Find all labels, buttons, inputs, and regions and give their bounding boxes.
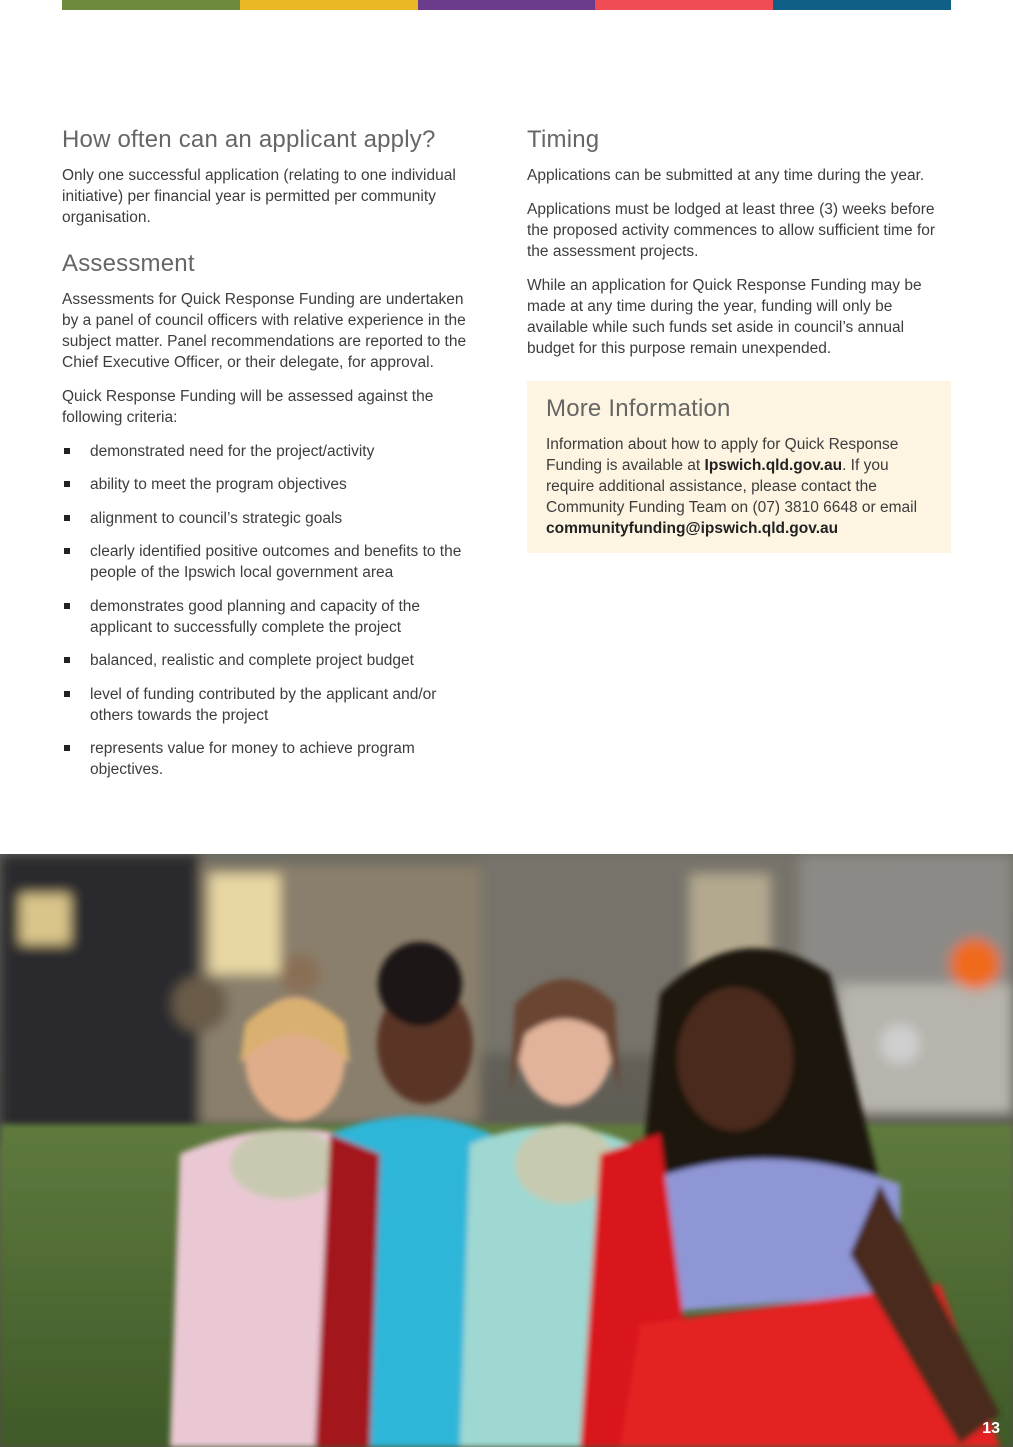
- assessment-text-2: Quick Response Funding will be assessed against the following criteria:: [62, 387, 434, 426]
- list-item: ability to meet the program objectives: [62, 474, 482, 495]
- timing-text-2: Applications must be lodged at least three (3) weeks before the proposed activity commences to allow sufficient time for the assessment projects.: [527, 200, 936, 260]
- info-heading: More Information: [546, 394, 731, 422]
- more-information-box: [527, 381, 951, 553]
- bullet-icon: [64, 603, 70, 609]
- assessment-heading: Assessment: [62, 249, 195, 277]
- photo-illustration: [0, 854, 1013, 1447]
- timing-text-1: Applications can be submitted at any time during the year.: [527, 166, 925, 184]
- bullet-icon: [64, 745, 70, 751]
- website-link[interactable]: Ipswich.qld.gov.au: [704, 456, 843, 474]
- right-column: [527, 126, 951, 553]
- timing-heading: Timing: [527, 126, 600, 153]
- bullet-icon: [64, 548, 70, 554]
- bullet-icon: [64, 481, 70, 487]
- bullet-icon: [64, 657, 70, 663]
- apply-text: Only one successful application (relating to one individual initiative) per financial year is permitted per community organisation.: [62, 166, 456, 226]
- email-link[interactable]: communityfunding@ipswich.qld.gov.au: [546, 519, 839, 537]
- left-column: [62, 126, 482, 793]
- list-item: alignment to council’s strategic goals: [62, 508, 482, 529]
- info-text: Information about how to apply for Quick Response Funding is available at Ipswich.qld.gov.au. If you require additional assistance, please contact the Community Funding Team on (07) 3810 6648 or email communityfunding@ipswich.qld.gov.au: [546, 435, 918, 537]
- list-item: balanced, realistic and complete project budget: [62, 650, 482, 671]
- color-bar: [62, 0, 951, 10]
- color-bar-purple: [418, 0, 596, 10]
- criteria-list: [62, 441, 482, 781]
- color-bar-blue: [773, 0, 951, 10]
- color-bar-yellow: [240, 0, 418, 10]
- list-item: level of funding contributed by the applicant and/or others towards the project: [62, 684, 482, 726]
- page-number: 13: [982, 1420, 1000, 1437]
- bullet-icon: [64, 691, 70, 697]
- apply-heading: How often can an applicant apply?: [62, 126, 436, 153]
- photo: [0, 854, 1013, 1447]
- assessment-text-1: Assessments for Quick Response Funding are undertaken by a panel of council officers with relative experience in the subject matter. Panel recommendations are reported to the Chief Executive Officer, or their delegate, for approval.: [62, 290, 467, 371]
- bullet-icon: [64, 448, 70, 454]
- list-item: clearly identified positive outcomes and benefits to the people of the Ipswich local government area: [62, 541, 482, 583]
- list-item: represents value for money to achieve program objectives.: [62, 738, 482, 780]
- timing-text-3: While an application for Quick Response Funding may be made at any time during the year, funding will only be available while such funds set aside in council’s annual budget for this purpose remain unexpended.: [527, 276, 922, 357]
- color-bar-green: [62, 0, 240, 10]
- list-item: demonstrates good planning and capacity of the applicant to successfully complete the project: [62, 596, 482, 638]
- bullet-icon: [64, 515, 70, 521]
- list-item: demonstrated need for the project/activity: [62, 441, 482, 462]
- color-bar-red: [595, 0, 773, 10]
